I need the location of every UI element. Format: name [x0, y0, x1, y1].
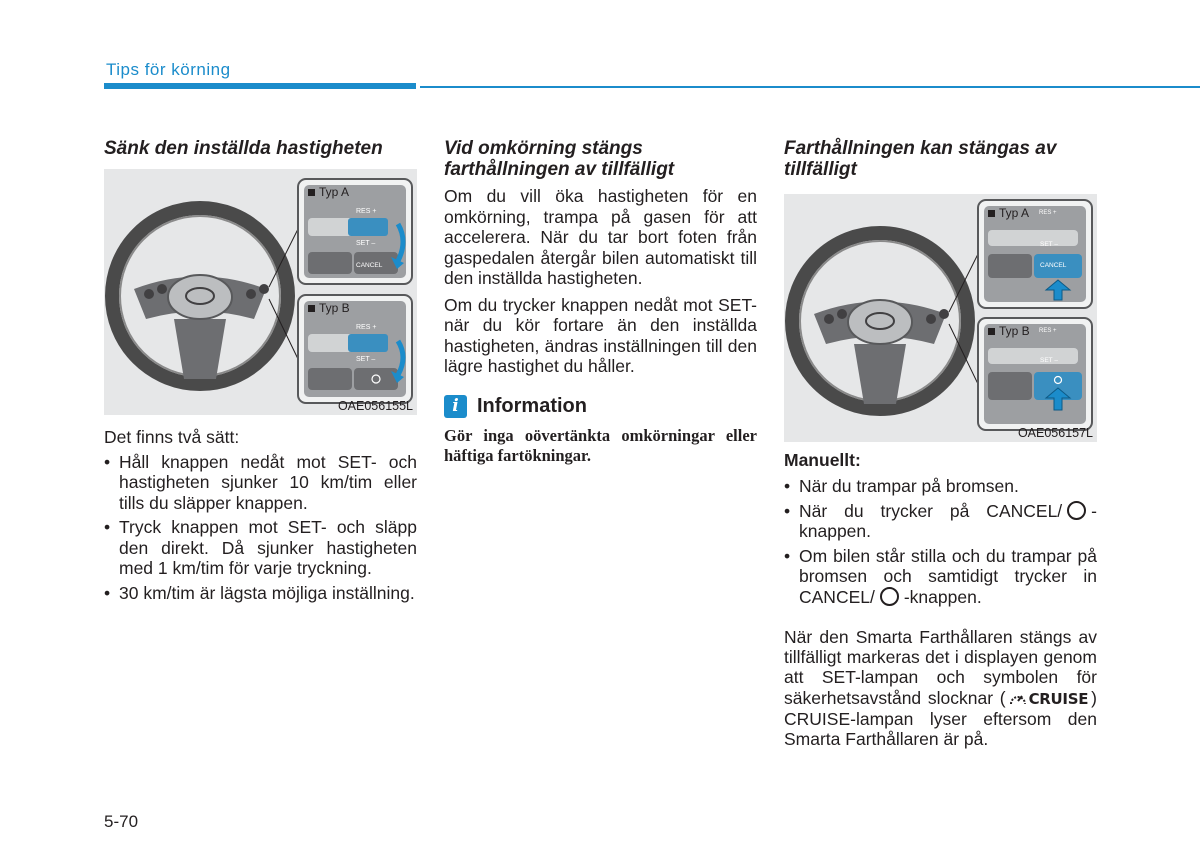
header-rule-thick — [104, 83, 416, 89]
steering-wheel-illustration — [104, 169, 417, 415]
switch-panel-type-a — [978, 200, 1092, 308]
list-item: • Tryck knappen mot SET- och släpp den direkt. Då sjunker hastigheten med 1 km/tim för varje tryckning. — [104, 517, 417, 579]
steering-wheel-illustration — [784, 194, 1097, 442]
cruise-symbol-label: CRUISE — [1028, 689, 1089, 708]
res-label: RES + — [1039, 210, 1057, 216]
type-b-label: Typ B — [319, 301, 350, 315]
section-heading-overtaking: Vid omkörning stängs farthållningen av tillfälligt — [444, 138, 675, 180]
paragraph-text: När den Smarta Farthållaren stängs av tillfälligt markeras det i displayen genom att SET-lampan och symbolen för säkerhetsavstånd slocknar ( — [784, 627, 1097, 708]
list-item-text: -knappen. — [799, 500, 1097, 541]
list-item — [784, 546, 1097, 608]
section-heading-cancel: Farthållningen kan stängas av tillfälligt — [784, 138, 1057, 180]
type-a-label: Typ A — [319, 185, 350, 199]
column-left — [104, 138, 417, 607]
column-right — [784, 138, 1097, 755]
list-item: • När du trampar på bromsen. — [784, 476, 1097, 497]
list-item-text: -knappen. — [903, 586, 982, 607]
cancel-methods-list — [784, 476, 1097, 607]
steering-wheel-icon — [112, 208, 298, 384]
steering-wheel-icon — [792, 233, 978, 409]
type-a-label: Typ A — [999, 206, 1030, 220]
intro-text: Det finns två sätt: — [104, 427, 240, 447]
list-item — [784, 501, 1097, 542]
figure-code: OAE056155L — [337, 399, 413, 413]
res-label-b: RES + — [356, 324, 377, 331]
overtaking-paragraph-1: Om du vill öka hastigheten för en omkörning, trampa på gasen för att accelerera. När du tar bort foten från gaspedalen återgår bilen automatiskt till den inställda hastigheten. — [444, 186, 757, 288]
list-item-text: Om bilen står stilla och du trampar på bromsen och samtidigt trycker in CANCEL/ — [799, 545, 1097, 607]
set-label-b: SET – — [1040, 357, 1058, 364]
header-rule-thin — [420, 86, 1200, 88]
section-heading-lower-speed: Sänk den inställda hastigheten — [104, 138, 383, 159]
figure-code: OAE056157L — [1017, 426, 1093, 440]
cancel-circle-icon — [880, 587, 899, 606]
manual-label: Manuellt: — [784, 450, 861, 470]
cruise-status-paragraph — [784, 627, 1097, 749]
type-b-label: Typ B — [999, 324, 1030, 338]
column-middle — [444, 138, 757, 466]
page-number: 5-70 — [104, 812, 139, 831]
res-label: RES + — [356, 208, 377, 215]
list-item: • Håll knappen nedåt mot SET- och hastigheten sjunker 10 km/tim eller tills du släpper knappen. — [104, 452, 417, 514]
cruise-symbol — [1009, 689, 1089, 709]
information-icon: i — [444, 395, 467, 418]
set-label: SET – — [356, 240, 376, 247]
steering-wheel-figure-cancel — [784, 194, 1097, 442]
section-header-title: Tips för körning — [106, 60, 231, 79]
overtaking-paragraph-2: Om du trycker knappen nedåt mot SET- när du kör fortare än den inställda hastigheten, ändras inställningen till den lägre hastighet du håller. — [444, 294, 757, 376]
information-text: Gör inga oövertänkta omkörningar eller häftiga fartökningar. — [444, 425, 757, 465]
steering-wheel-figure-set — [104, 169, 417, 415]
speedometer-icon — [1009, 691, 1027, 707]
switch-panel-type-b — [298, 295, 412, 403]
set-label-b: SET – — [356, 356, 376, 363]
switch-panel-type-b — [978, 318, 1092, 430]
cancel-circle-icon — [1067, 501, 1086, 520]
res-label-b: RES + — [1039, 328, 1057, 334]
information-header — [444, 395, 757, 418]
cancel-label: CANCEL — [1040, 262, 1067, 269]
cancel-label: CANCEL — [356, 262, 383, 269]
methods-list — [104, 452, 417, 604]
switch-panel-type-a — [298, 179, 412, 284]
list-item-text: När du trycker på CANCEL/ — [799, 500, 1063, 521]
paragraph-text: ) CRUISE-lampan lyser eftersom den Smarta Farthållaren är på. — [784, 687, 1097, 749]
list-item: • 30 km/tim är lägsta möjliga inställning. — [104, 583, 417, 604]
information-title: Information — [477, 394, 587, 417]
set-label: SET – — [1040, 241, 1058, 248]
